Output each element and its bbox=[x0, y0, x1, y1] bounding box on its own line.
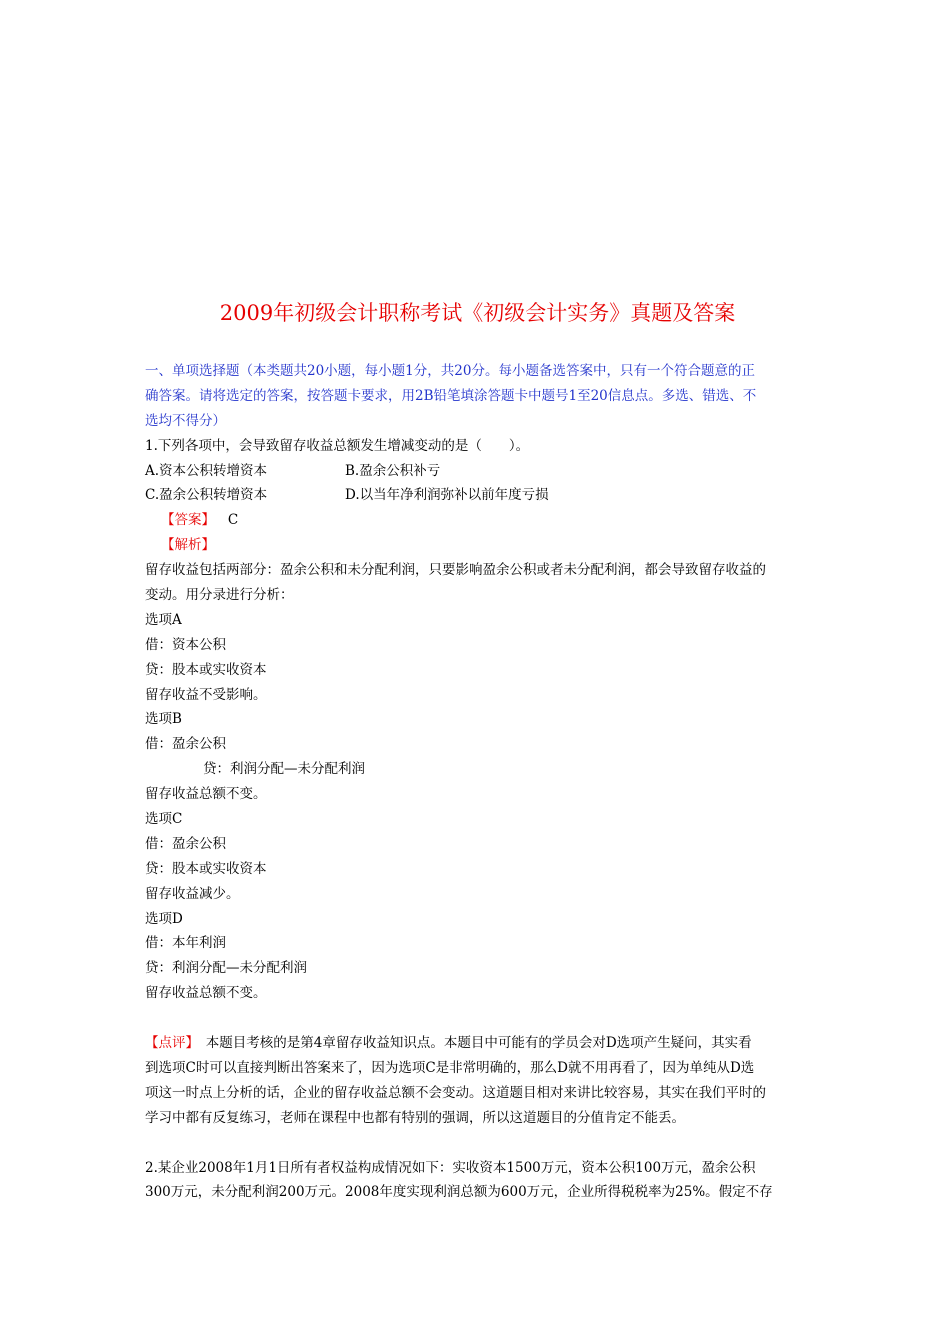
analysis-line: 贷：利润分配—未分配利润 bbox=[145, 960, 307, 977]
answer-row bbox=[145, 508, 810, 533]
answer-label: 【答案】 bbox=[161, 512, 215, 529]
comment-line: 学习中都有反复练习，老师在课程中也都有特别的强调，所以这道题目的分值肯定不能丢。 bbox=[145, 1109, 685, 1126]
comment-line: 项这一时点上分析的话，企业的留存收益总额不会变动。这道题目相对来讲比较容易，其实在我们平时的 bbox=[145, 1084, 766, 1101]
analysis-line: 借：本年利润 bbox=[145, 935, 226, 952]
analysis-line: 留存收益总额不变。 bbox=[145, 786, 267, 803]
analysis-line-indented: 贷：利润分配—未分配利润 bbox=[203, 761, 365, 778]
analysis-line: 贷：股本或实收资本 bbox=[145, 661, 267, 678]
analysis-line: 留存收益不受影响。 bbox=[145, 686, 267, 703]
comment-line-first bbox=[145, 1031, 810, 1056]
document-title: 2009年初级会计职称考试《初级会计实务》真题及答案 bbox=[219, 301, 736, 325]
spacer bbox=[145, 1006, 810, 1031]
question-1-options-row-1 bbox=[145, 459, 810, 484]
analysis-line: 留存收益总额不变。 bbox=[145, 985, 267, 1002]
question-2-line: 300万元，未分配利润200万元。2008年度实现利润总额为600万元，企业所得税税率为25%。假定不存 bbox=[145, 1184, 773, 1201]
spacer bbox=[145, 1131, 810, 1156]
analysis-line: 留存收益包括两部分：盈余公积和未分配利润，只要影响盈余公积或者未分配利润，都会导致留存收益的 bbox=[145, 562, 766, 579]
section-header-line: 一、单项选择题（本类题共20小题，每小题1分，共20分。每小题备选答案中，只有一个符合题意的正 bbox=[145, 363, 755, 379]
option-c: C.盈余公积转增资本 bbox=[145, 487, 268, 504]
document-body bbox=[145, 359, 810, 1205]
question-1-options-row-2 bbox=[145, 483, 810, 508]
answer-value: C bbox=[227, 512, 239, 529]
question-1-stem: 1.下列各项中，会导致留存收益总额发生增减变动的是（ ）。 bbox=[145, 437, 530, 454]
analysis-line: 贷：股本或实收资本 bbox=[145, 860, 267, 877]
comment-text: 本题目考核的是第4章留存收益知识点。本题目中可能有的学员会对D选项产生疑问，其实看 bbox=[192, 1035, 752, 1052]
section-header-line: 选均不得分） bbox=[145, 412, 226, 429]
comment-line: 到选项C时可以直接判断出答案来了，因为选项C是非常明确的，那么D就不用再看了，因为单纯从D选 bbox=[145, 1059, 755, 1076]
comment-label: 【点评】 bbox=[145, 1035, 193, 1052]
option-b: B.盈余公积补亏 bbox=[345, 462, 441, 479]
analysis-line: 借：盈余公积 bbox=[145, 736, 226, 753]
option-a: A.资本公积转增资本 bbox=[145, 462, 268, 479]
analysis-label: 【解析】 bbox=[161, 537, 215, 554]
analysis-line: 选项B bbox=[145, 711, 182, 728]
analysis-line: 选项C bbox=[145, 811, 183, 828]
question-2-line: 2.某企业2008年1月1日所有者权益构成情况如下：实收资本1500万元，资本公积100万元，盈余公积 bbox=[145, 1159, 756, 1176]
analysis-line: 选项A bbox=[145, 611, 182, 628]
option-d: D.以当年净利润弥补以前年度亏损 bbox=[345, 487, 549, 504]
analysis-line: 选项D bbox=[145, 910, 183, 927]
analysis-line: 变动。用分录进行分析： bbox=[145, 587, 294, 604]
analysis-line: 留存收益减少。 bbox=[145, 885, 240, 902]
analysis-line: 借：资本公积 bbox=[145, 636, 226, 653]
section-header-line: 确答案。请将选定的答案，按答题卡要求，用2B铅笔填涂答题卡中题号1至20信息点。多选、错选、不 bbox=[145, 387, 757, 404]
analysis-line: 借：盈余公积 bbox=[145, 835, 226, 852]
